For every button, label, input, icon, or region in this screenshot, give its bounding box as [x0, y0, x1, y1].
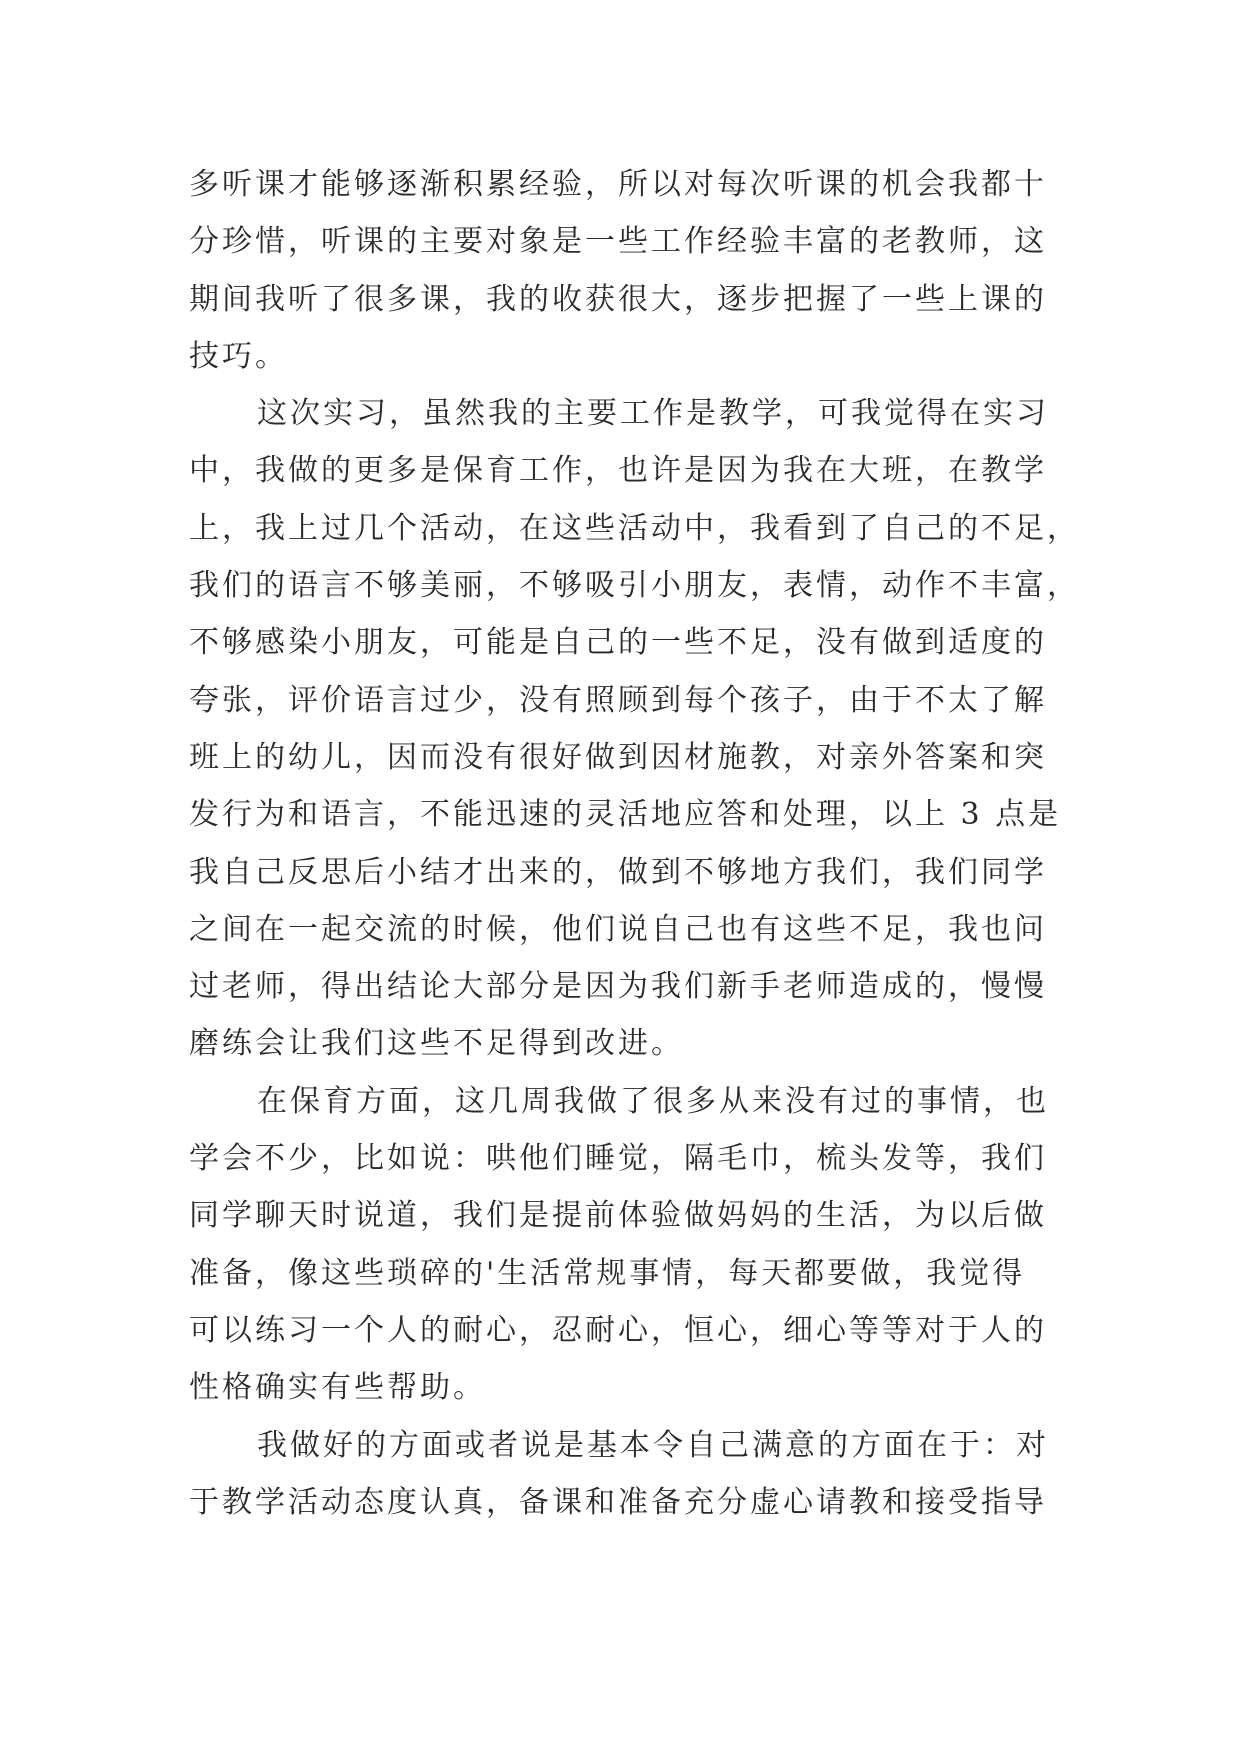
text-line: 可以练习一个人的耐心，忍耐心，恒心，细心等等对于人的	[189, 1312, 1047, 1348]
text-line: 多听课才能够逐渐积累经验，所以对每次听课的机会我都十	[189, 167, 1047, 202]
text-line: 发行为和语言，不能迅速的灵活地应答和处理，以上 3 点是	[189, 797, 1062, 833]
text-line: 准备，像这些琐碎的'生活常规事情，每天都要做，我觉得	[189, 1255, 1026, 1291]
text-line: 中，我做的更多是保育工作，也许是因为我在大班，在教学	[189, 453, 1047, 489]
text-line: 之间在一起交流的时候，他们说自己也有这些不足，我也问	[189, 911, 1047, 947]
text-line: 过老师，得出结论大部分是因为我们新手老师造成的，慢慢	[189, 969, 1047, 1005]
text-line: 不够感染小朋友，可能是自己的一些不足，没有做到适度的	[189, 625, 1047, 661]
document-body	[189, 156, 1080, 1531]
paragraph-listening-to-classes	[189, 156, 1057, 385]
text-line: 夸张，评价语言过少，没有照顾到每个孩子，由于不太了解	[189, 682, 1047, 718]
text-line: 期间我听了很多课，我的收获很大，逐步把握了一些上课的	[189, 281, 1047, 317]
text-line: 在保育方面，这几周我做了很多从来没有过的事情，也	[257, 1083, 1049, 1119]
text-line: 班上的幼儿，因而没有很好做到因材施教，对亲外答案和突	[189, 739, 1047, 775]
paragraph-strengths	[189, 1417, 1057, 1532]
text-line: 分珍惜，听课的主要对象是一些工作经验丰富的老教师，这	[189, 224, 1047, 260]
paragraph-childcare	[189, 1073, 1057, 1417]
text-line: 于教学活动态度认真，备课和准备充分虚心请教和接受指导	[189, 1484, 1047, 1520]
text-line: 性格确实有些帮助。	[189, 1370, 486, 1406]
paragraph-internship-reflection	[189, 385, 1080, 1073]
text-line: 同学聊天时说道，我们是提前体验做妈妈的生活，为以后做	[189, 1198, 1047, 1234]
text-line: 学会不少，比如说：哄他们睡觉，隔毛巾，梳头发等，我们	[189, 1141, 1047, 1177]
text-line: 我做好的方面或者说是基本令自己满意的方面在于：对	[257, 1427, 1049, 1463]
text-line: 我们的语言不够美丽，不够吸引小朋友，表情，动作不丰富，	[189, 568, 1080, 604]
text-line: 技巧。	[189, 338, 288, 374]
text-line: 上，我上过几个活动，在这些活动中，我看到了自己的不足，	[189, 510, 1080, 546]
text-line: 我自己反思后小结才出来的，做到不够地方我们，我们同学	[189, 854, 1047, 890]
text-line: 磨练会让我们这些不足得到改进。	[189, 1026, 684, 1062]
text-line: 这次实习，虽然我的主要工作是教学，可我觉得在实习	[257, 396, 1049, 432]
